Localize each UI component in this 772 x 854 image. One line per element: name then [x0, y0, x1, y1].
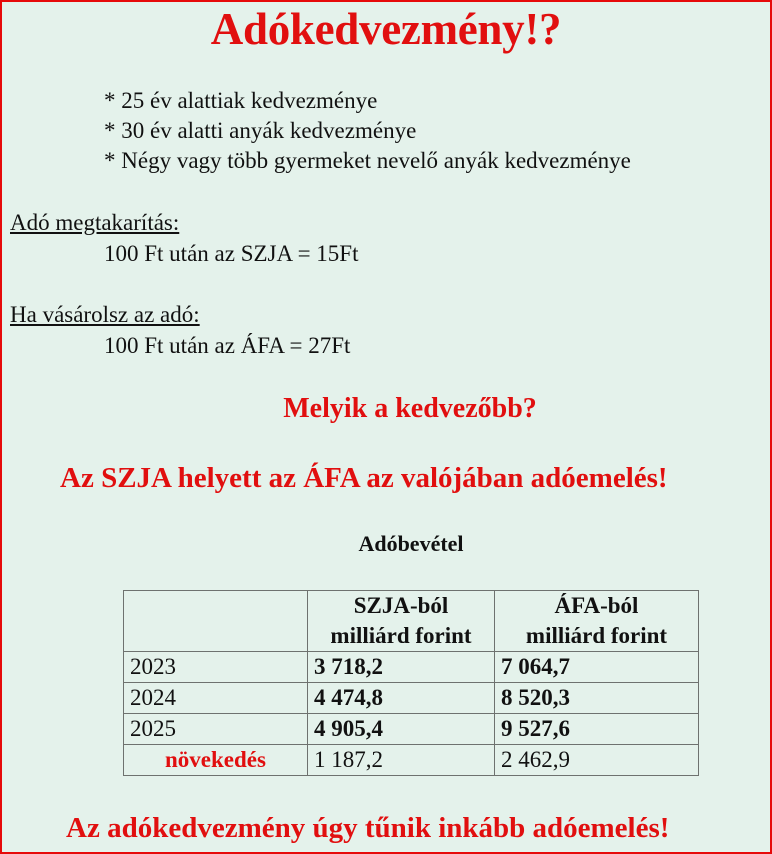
benefit-item-mothers-under-30: * 30 év alatti anyák kedvezménye [104, 118, 417, 143]
table-caption: Adóbevétel [358, 531, 464, 556]
header-afa-line2: milliárd forint [525, 623, 668, 648]
szja-cell: 4 474,8 [308, 683, 495, 714]
savings-label: Adó megtakarítás: [10, 210, 180, 235]
statement-heading: Az SZJA helyett az ÁFA az valójában adóemelés! [60, 462, 668, 494]
year-cell: 2024 [124, 683, 308, 714]
table-header-afa [495, 591, 699, 652]
question-heading: Melyik a kedvezőbb? [283, 393, 537, 424]
purchase-text: 100 Ft után az ÁFA = 27Ft [104, 333, 351, 358]
year-cell: 2025 [124, 714, 308, 745]
year-cell: 2023 [124, 652, 308, 683]
purchase-label: Ha vásárolsz az adó: [10, 302, 200, 327]
afa-cell: 9 527,6 [495, 714, 699, 745]
table-row [124, 683, 699, 714]
header-szja-line2: milliárd forint [330, 623, 472, 648]
table-row [124, 652, 699, 683]
benefit-item-under-25: * 25 év alattiak kedvezménye [104, 88, 378, 113]
page-title: Adókedvezmény!? [210, 4, 562, 54]
growth-row [124, 745, 699, 776]
afa-cell: 7 064,7 [495, 652, 699, 683]
table-header-row [124, 591, 699, 652]
table-header-empty [124, 591, 308, 652]
growth-szja-cell: 1 187,2 [308, 745, 495, 776]
szja-cell: 3 718,2 [308, 652, 495, 683]
header-szja-line1: SZJA-ból [353, 593, 449, 618]
afa-cell: 8 520,3 [495, 683, 699, 714]
growth-afa-cell: 2 462,9 [495, 745, 699, 776]
table-row [124, 714, 699, 745]
header-afa-line1: ÁFA-ból [554, 593, 639, 618]
conclusion-heading: Az adókedvezmény úgy tűnik inkább adóemelés! [66, 812, 670, 844]
tax-revenue-table [123, 590, 699, 776]
growth-label: növekedés [124, 745, 308, 776]
benefit-item-mothers-four-children: * Négy vagy több gyermeket nevelő anyák kedvezménye [104, 148, 631, 173]
savings-text: 100 Ft után az SZJA = 15Ft [104, 241, 359, 266]
szja-cell: 4 905,4 [308, 714, 495, 745]
table-header-szja [308, 591, 495, 652]
